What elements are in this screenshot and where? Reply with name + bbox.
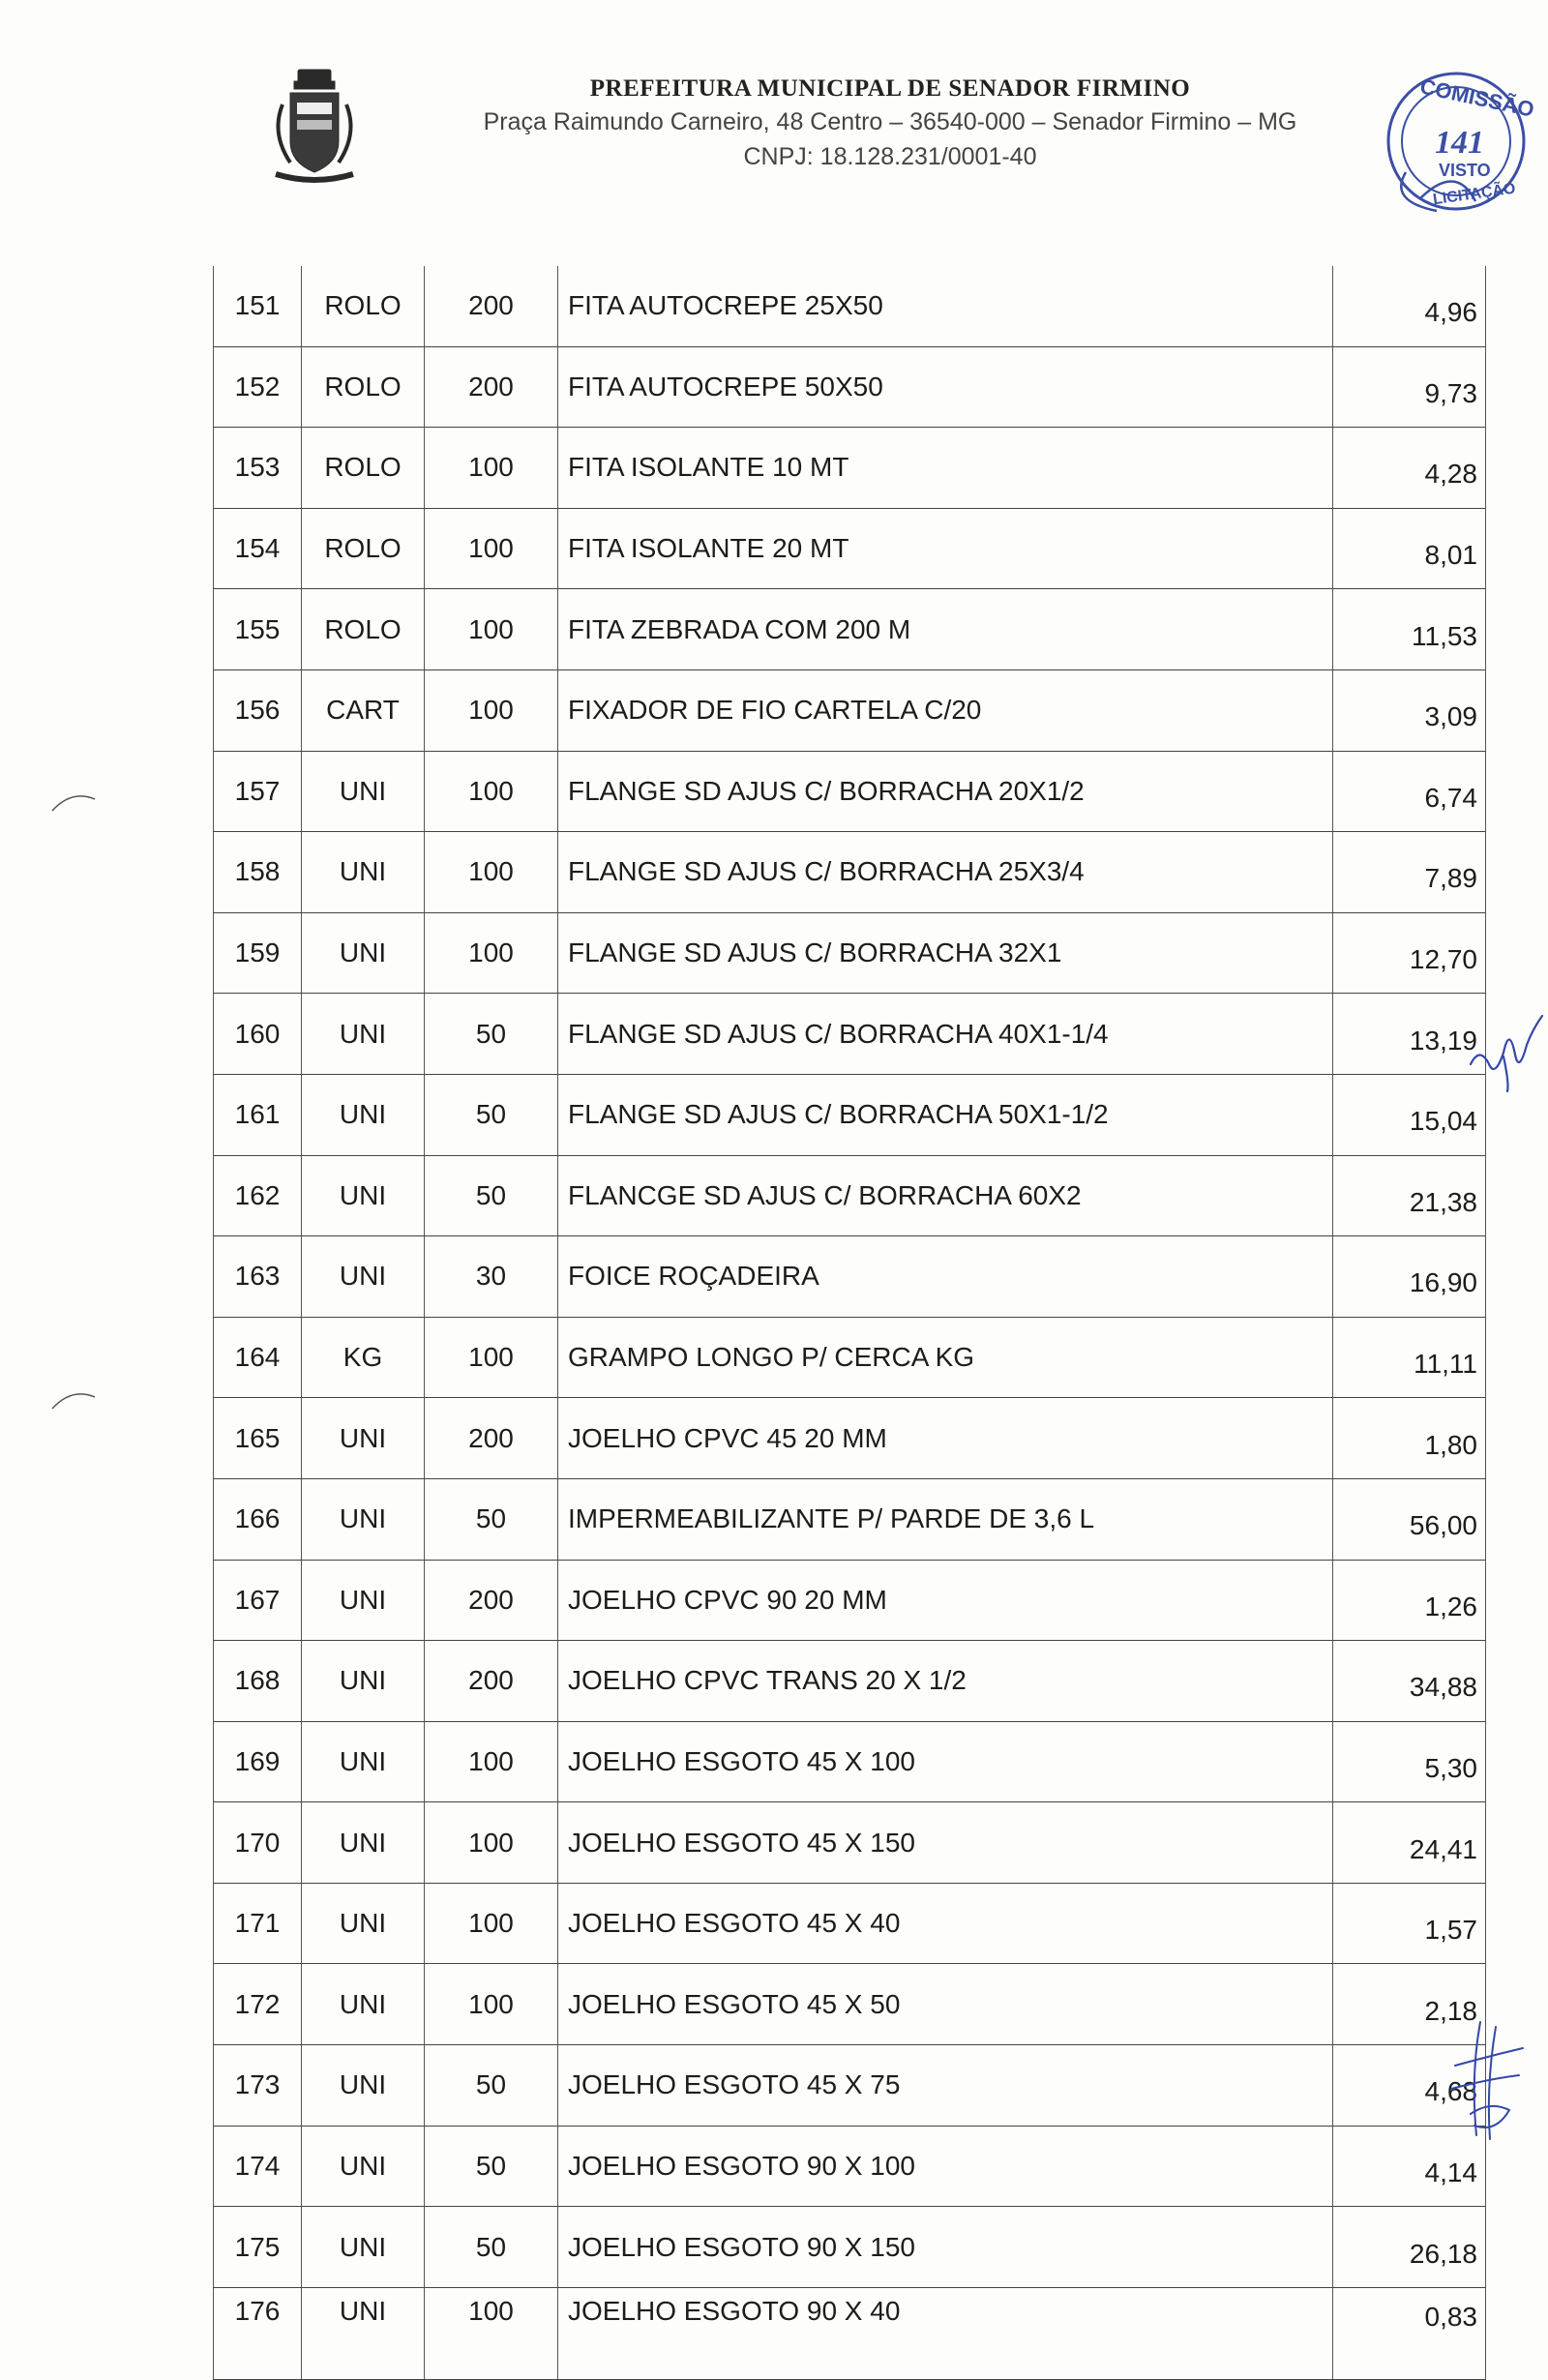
svg-text:VISTO: VISTO [1439,161,1491,180]
table-row [214,266,1486,346]
table-row [214,1074,1486,1155]
table-row [214,508,1486,589]
item-price: 34,88 [1333,1641,1486,1722]
item-quantity: 200 [425,266,558,346]
item-price: 13,19 [1333,994,1486,1075]
item-number: 167 [214,1560,302,1641]
item-number: 171 [214,1883,302,1964]
item-quantity: 100 [425,669,558,751]
item-quantity: 50 [425,1074,558,1155]
item-description: JOELHO CPVC TRANS 20 X 1/2 [558,1641,1333,1722]
item-unit: KG [302,1317,425,1398]
item-number: 170 [214,1802,302,1884]
item-description: JOELHO ESGOTO 45 X 50 [558,1964,1333,2045]
table-row [214,1721,1486,1802]
item-quantity: 50 [425,2207,558,2288]
table-row [214,589,1486,670]
item-number: 163 [214,1236,302,1318]
margin-mark [50,786,99,815]
table-row [214,994,1486,1075]
table-row [214,1560,1486,1641]
item-unit: UNI [302,751,425,832]
item-number: 164 [214,1317,302,1398]
table-row [214,428,1486,509]
table-row [214,832,1486,913]
item-quantity: 100 [425,1964,558,2045]
table-row [214,1641,1486,1722]
table-row [214,2126,1486,2207]
item-quantity: 100 [425,912,558,994]
item-quantity: 100 [425,1317,558,1398]
item-price: 9,73 [1333,346,1486,428]
item-unit: UNI [302,2287,425,2379]
item-quantity: 50 [425,1155,558,1236]
item-description: FLANCGE SD AJUS C/ BORRACHA 60X2 [558,1155,1333,1236]
item-unit: UNI [302,1802,425,1884]
item-description: FITA ZEBRADA COM 200 M [558,589,1333,670]
table-row [214,2287,1486,2379]
item-price: 56,00 [1333,1478,1486,1560]
item-quantity: 30 [425,1236,558,1318]
item-unit: UNI [302,1236,425,1318]
svg-text:LICITAÇÃO: LICITAÇÃO [1432,180,1517,209]
item-unit: UNI [302,2045,425,2127]
item-description: JOELHO CPVC 90 20 MM [558,1560,1333,1641]
item-description: FLANGE SD AJUS C/ BORRACHA 50X1-1/2 [558,1074,1333,1155]
table-row [214,1802,1486,1884]
item-number: 162 [214,1155,302,1236]
table-row [214,669,1486,751]
item-quantity: 100 [425,589,558,670]
items-table [213,266,1477,2380]
item-unit: UNI [302,1478,425,1560]
item-number: 173 [214,2045,302,2127]
item-unit: UNI [302,1074,425,1155]
item-price: 3,09 [1333,669,1486,751]
item-description: JOELHO ESGOTO 45 X 75 [558,2045,1333,2127]
item-quantity: 100 [425,1802,558,1884]
item-description: JOELHO ESGOTO 90 X 40 [558,2287,1333,2379]
table-row [214,1964,1486,2045]
item-description: FIXADOR DE FIO CARTELA C/20 [558,669,1333,751]
item-number: 176 [214,2287,302,2379]
item-unit: UNI [302,2207,425,2288]
item-number: 168 [214,1641,302,1722]
item-price: 21,38 [1333,1155,1486,1236]
item-quantity: 200 [425,1560,558,1641]
table-row [214,912,1486,994]
item-unit: UNI [302,1721,425,1802]
table-row [214,346,1486,428]
item-description: FITA AUTOCREPE 25X50 [558,266,1333,346]
item-description: FLANGE SD AJUS C/ BORRACHA 20X1/2 [558,751,1333,832]
item-number: 159 [214,912,302,994]
item-number: 172 [214,1964,302,2045]
item-description: FLANGE SD AJUS C/ BORRACHA 25X3/4 [558,832,1333,913]
item-quantity: 200 [425,1398,558,1479]
item-unit: UNI [302,2126,425,2207]
item-description: GRAMPO LONGO P/ CERCA KG [558,1317,1333,1398]
item-quantity: 100 [425,428,558,509]
item-price: 1,80 [1333,1398,1486,1479]
table-row [214,1155,1486,1236]
item-unit: UNI [302,1398,425,1479]
item-price: 4,14 [1333,2126,1486,2207]
item-quantity: 100 [425,751,558,832]
item-unit: ROLO [302,589,425,670]
item-number: 154 [214,508,302,589]
item-number: 151 [214,266,302,346]
item-description: JOELHO ESGOTO 45 X 100 [558,1721,1333,1802]
item-quantity: 100 [425,832,558,913]
item-quantity: 100 [425,508,558,589]
item-price: 4,68 [1333,2045,1486,2127]
item-number: 161 [214,1074,302,1155]
item-number: 166 [214,1478,302,1560]
item-quantity: 100 [425,2287,558,2379]
signature-icon [1442,2017,1529,2143]
item-unit: UNI [302,832,425,913]
item-unit: UNI [302,912,425,994]
margin-mark [50,1383,99,1413]
item-description: FITA ISOLANTE 20 MT [558,508,1333,589]
item-description: JOELHO ESGOTO 45 X 40 [558,1883,1333,1964]
item-description: FLANGE SD AJUS C/ BORRACHA 40X1-1/4 [558,994,1333,1075]
table-row [214,751,1486,832]
item-price: 24,41 [1333,1802,1486,1884]
item-price: 16,90 [1333,1236,1486,1318]
item-number: 175 [214,2207,302,2288]
item-number: 153 [214,428,302,509]
item-price: 11,11 [1333,1317,1486,1398]
item-quantity: 200 [425,346,558,428]
svg-text:141: 141 [1435,125,1484,161]
item-number: 156 [214,669,302,751]
item-quantity: 100 [425,1883,558,1964]
letterhead-title: PREFEITURA MUNICIPAL DE SENADOR FIRMINO [589,75,1191,102]
item-quantity: 50 [425,1478,558,1560]
item-quantity: 200 [425,1641,558,1722]
svg-text:COMISSÃO: COMISSÃO [1417,74,1536,122]
item-description: IMPERMEABILIZANTE P/ PARDE DE 3,6 L [558,1478,1333,1560]
item-number: 174 [214,2126,302,2207]
item-number: 152 [214,346,302,428]
item-price: 26,18 [1333,2207,1486,2288]
letterhead-cnpj: CNPJ: 18.128.231/0001-40 [743,143,1037,170]
item-quantity: 100 [425,1721,558,1802]
item-price: 5,30 [1333,1721,1486,1802]
item-description: JOELHO ESGOTO 90 X 150 [558,2207,1333,2288]
item-price: 7,89 [1333,832,1486,913]
municipal-crest-icon [261,66,368,192]
item-price: 4,96 [1333,266,1486,346]
handwritten-initials-icon [1461,1006,1548,1093]
item-price: 12,70 [1333,912,1486,994]
item-price: 6,74 [1333,751,1486,832]
item-description: FLANGE SD AJUS C/ BORRACHA 32X1 [558,912,1333,994]
item-unit: UNI [302,1883,425,1964]
item-unit: ROLO [302,346,425,428]
item-quantity: 50 [425,2126,558,2207]
table-row [214,1236,1486,1318]
item-unit: UNI [302,1155,425,1236]
item-description: FOICE ROÇADEIRA [558,1236,1333,1318]
item-description: JOELHO CPVC 45 20 MM [558,1398,1333,1479]
item-number: 160 [214,994,302,1075]
item-description: JOELHO ESGOTO 45 X 150 [558,1802,1333,1884]
table-row [214,1883,1486,1964]
item-quantity: 50 [425,994,558,1075]
item-unit: UNI [302,994,425,1075]
table-row [214,2045,1486,2127]
item-number: 165 [214,1398,302,1479]
item-price: 0,83 [1333,2287,1486,2379]
table-row [214,2207,1486,2288]
letterhead-address: Praça Raimundo Carneiro, 48 Centro – 36540-000 – Senador Firmino – MG [483,108,1297,135]
item-number: 158 [214,832,302,913]
item-description: JOELHO ESGOTO 90 X 100 [558,2126,1333,2207]
item-price: 4,28 [1333,428,1486,509]
item-price: 1,26 [1333,1560,1486,1641]
item-unit: ROLO [302,508,425,589]
item-number: 157 [214,751,302,832]
item-quantity: 50 [425,2045,558,2127]
item-description: FITA AUTOCREPE 50X50 [558,346,1333,428]
item-unit: CART [302,669,425,751]
commission-stamp-icon [1350,56,1543,230]
item-unit: UNI [302,1964,425,2045]
letterhead [406,75,1374,172]
item-number: 155 [214,589,302,670]
table-row [214,1317,1486,1398]
item-price: 2,18 [1333,1964,1486,2045]
item-unit: UNI [302,1641,425,1722]
item-price: 15,04 [1333,1074,1486,1155]
item-unit: UNI [302,1560,425,1641]
table-row [214,1398,1486,1479]
item-unit: ROLO [302,266,425,346]
item-unit: ROLO [302,428,425,509]
item-price: 1,57 [1333,1883,1486,1964]
table-row [214,1478,1486,1560]
item-price: 8,01 [1333,508,1486,589]
item-description: FITA ISOLANTE 10 MT [558,428,1333,509]
item-number: 169 [214,1721,302,1802]
item-price: 11,53 [1333,589,1486,670]
